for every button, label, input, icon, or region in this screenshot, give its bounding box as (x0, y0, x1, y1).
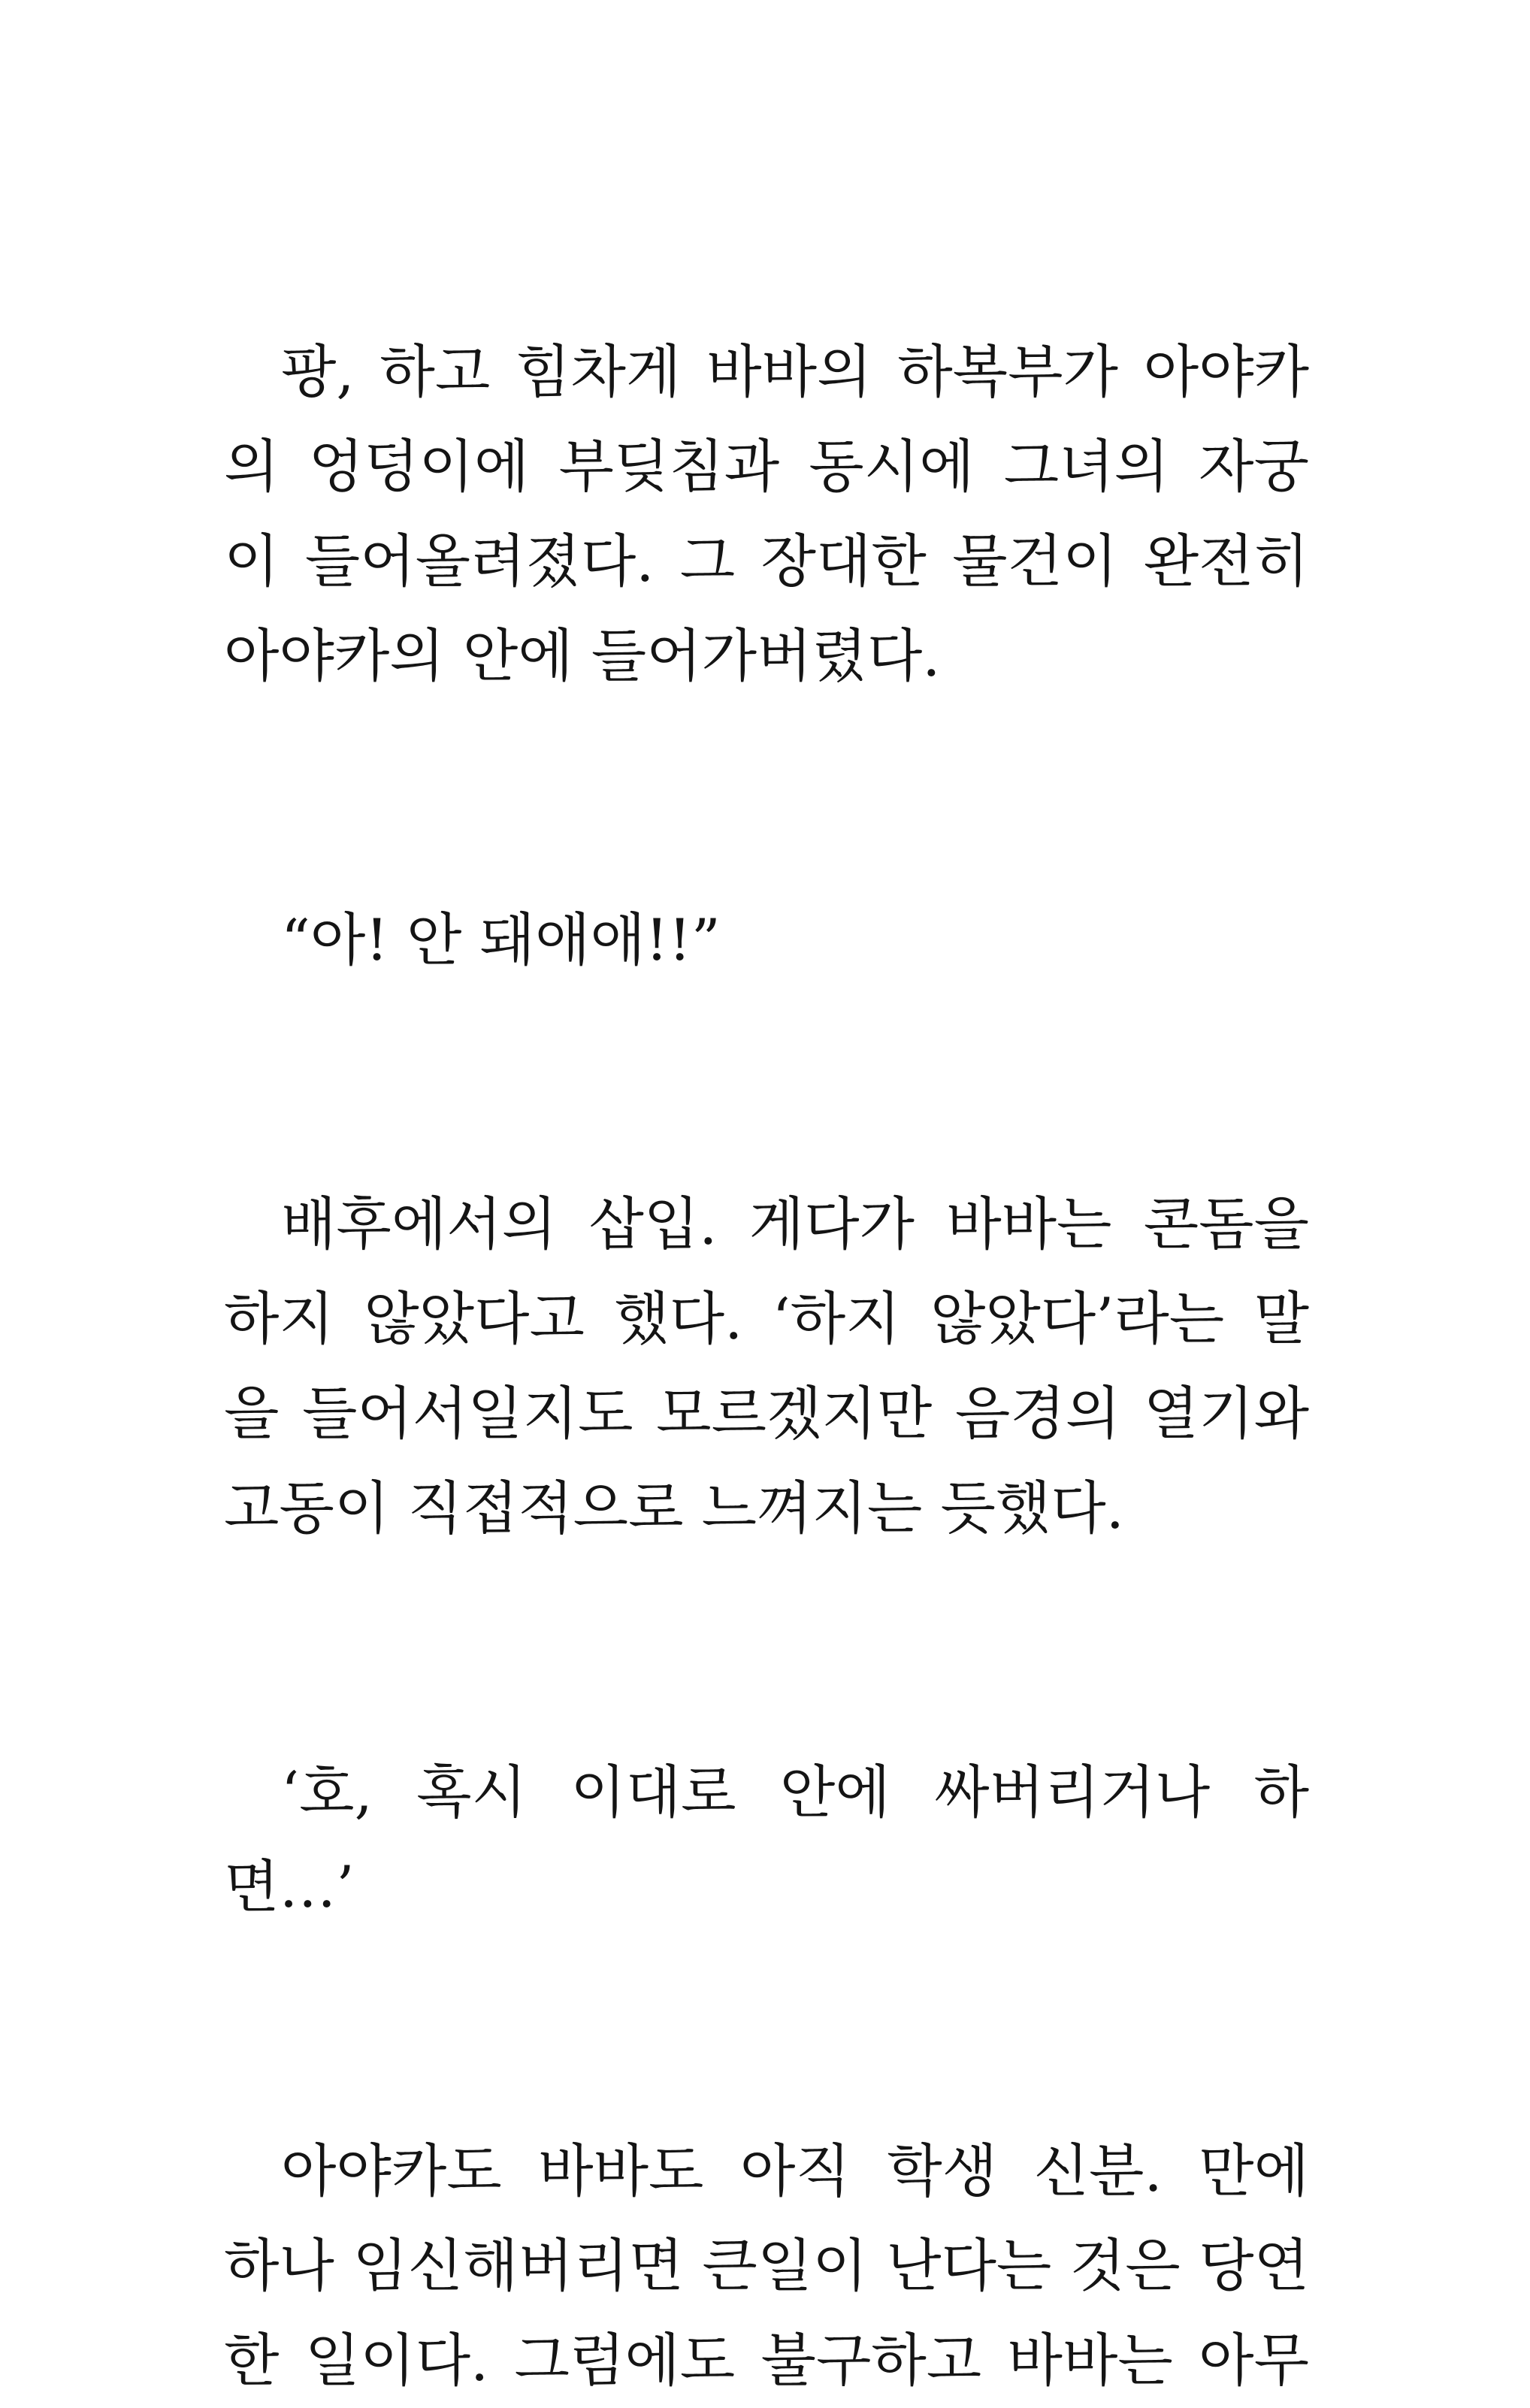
text-line: 하지 않았다고 했다. ‘하지 않았다’라는 말 (224, 1285, 1309, 1352)
paragraph-3 (224, 1177, 1309, 1556)
text-line: 팡, 하고 힘차게 바바의 하복부가 아야카 (281, 338, 1309, 405)
paragraph-gap (224, 703, 1309, 893)
text-line: “아! 안 돼애애!!” (281, 906, 721, 973)
text-line: 이 들어올려졌다. 그 장대한 물건이 완전히 (224, 528, 1309, 594)
paragraph-4 (224, 1745, 1309, 1935)
text-line: 아야카의 안에 들어가버렸다. (224, 622, 941, 689)
paragraph-1 (224, 325, 1309, 703)
paragraph-gap (224, 1556, 1309, 1745)
text-line: 배후에서의 삽입. 게다가 바바는 콘돔을 (281, 1190, 1309, 1257)
paragraph-gap (224, 988, 1309, 1177)
text-line: 한 일이다. 그럼에도 불구하고 바바는 아무 (224, 2327, 1309, 2394)
paragraph-gap (224, 1935, 1309, 2124)
paragraph-5 (224, 2124, 1309, 2408)
paragraph-2 (224, 893, 1309, 988)
text-line: 아야카도 바바도 아직 학생 신분. 만에 (281, 2137, 1309, 2204)
text-line: ‘호, 혹시 이대로 안에 싸버리거나 하 (281, 1759, 1309, 1826)
body-text (224, 325, 1309, 2408)
text-line: 고동이 직접적으로 느껴지는 듯했다. (224, 1475, 1124, 1541)
text-line: 을 들어서일지도 모르겠지만 음경의 열기와 (224, 1380, 1309, 1447)
text-line: 면…’ (224, 1853, 355, 1920)
text-line: 의 엉덩이에 부딪침과 동시에 그녀의 자궁 (224, 433, 1309, 500)
text-line: 하나 임신해버리면 큰일이 난다는 것은 당연 (224, 2232, 1309, 2299)
